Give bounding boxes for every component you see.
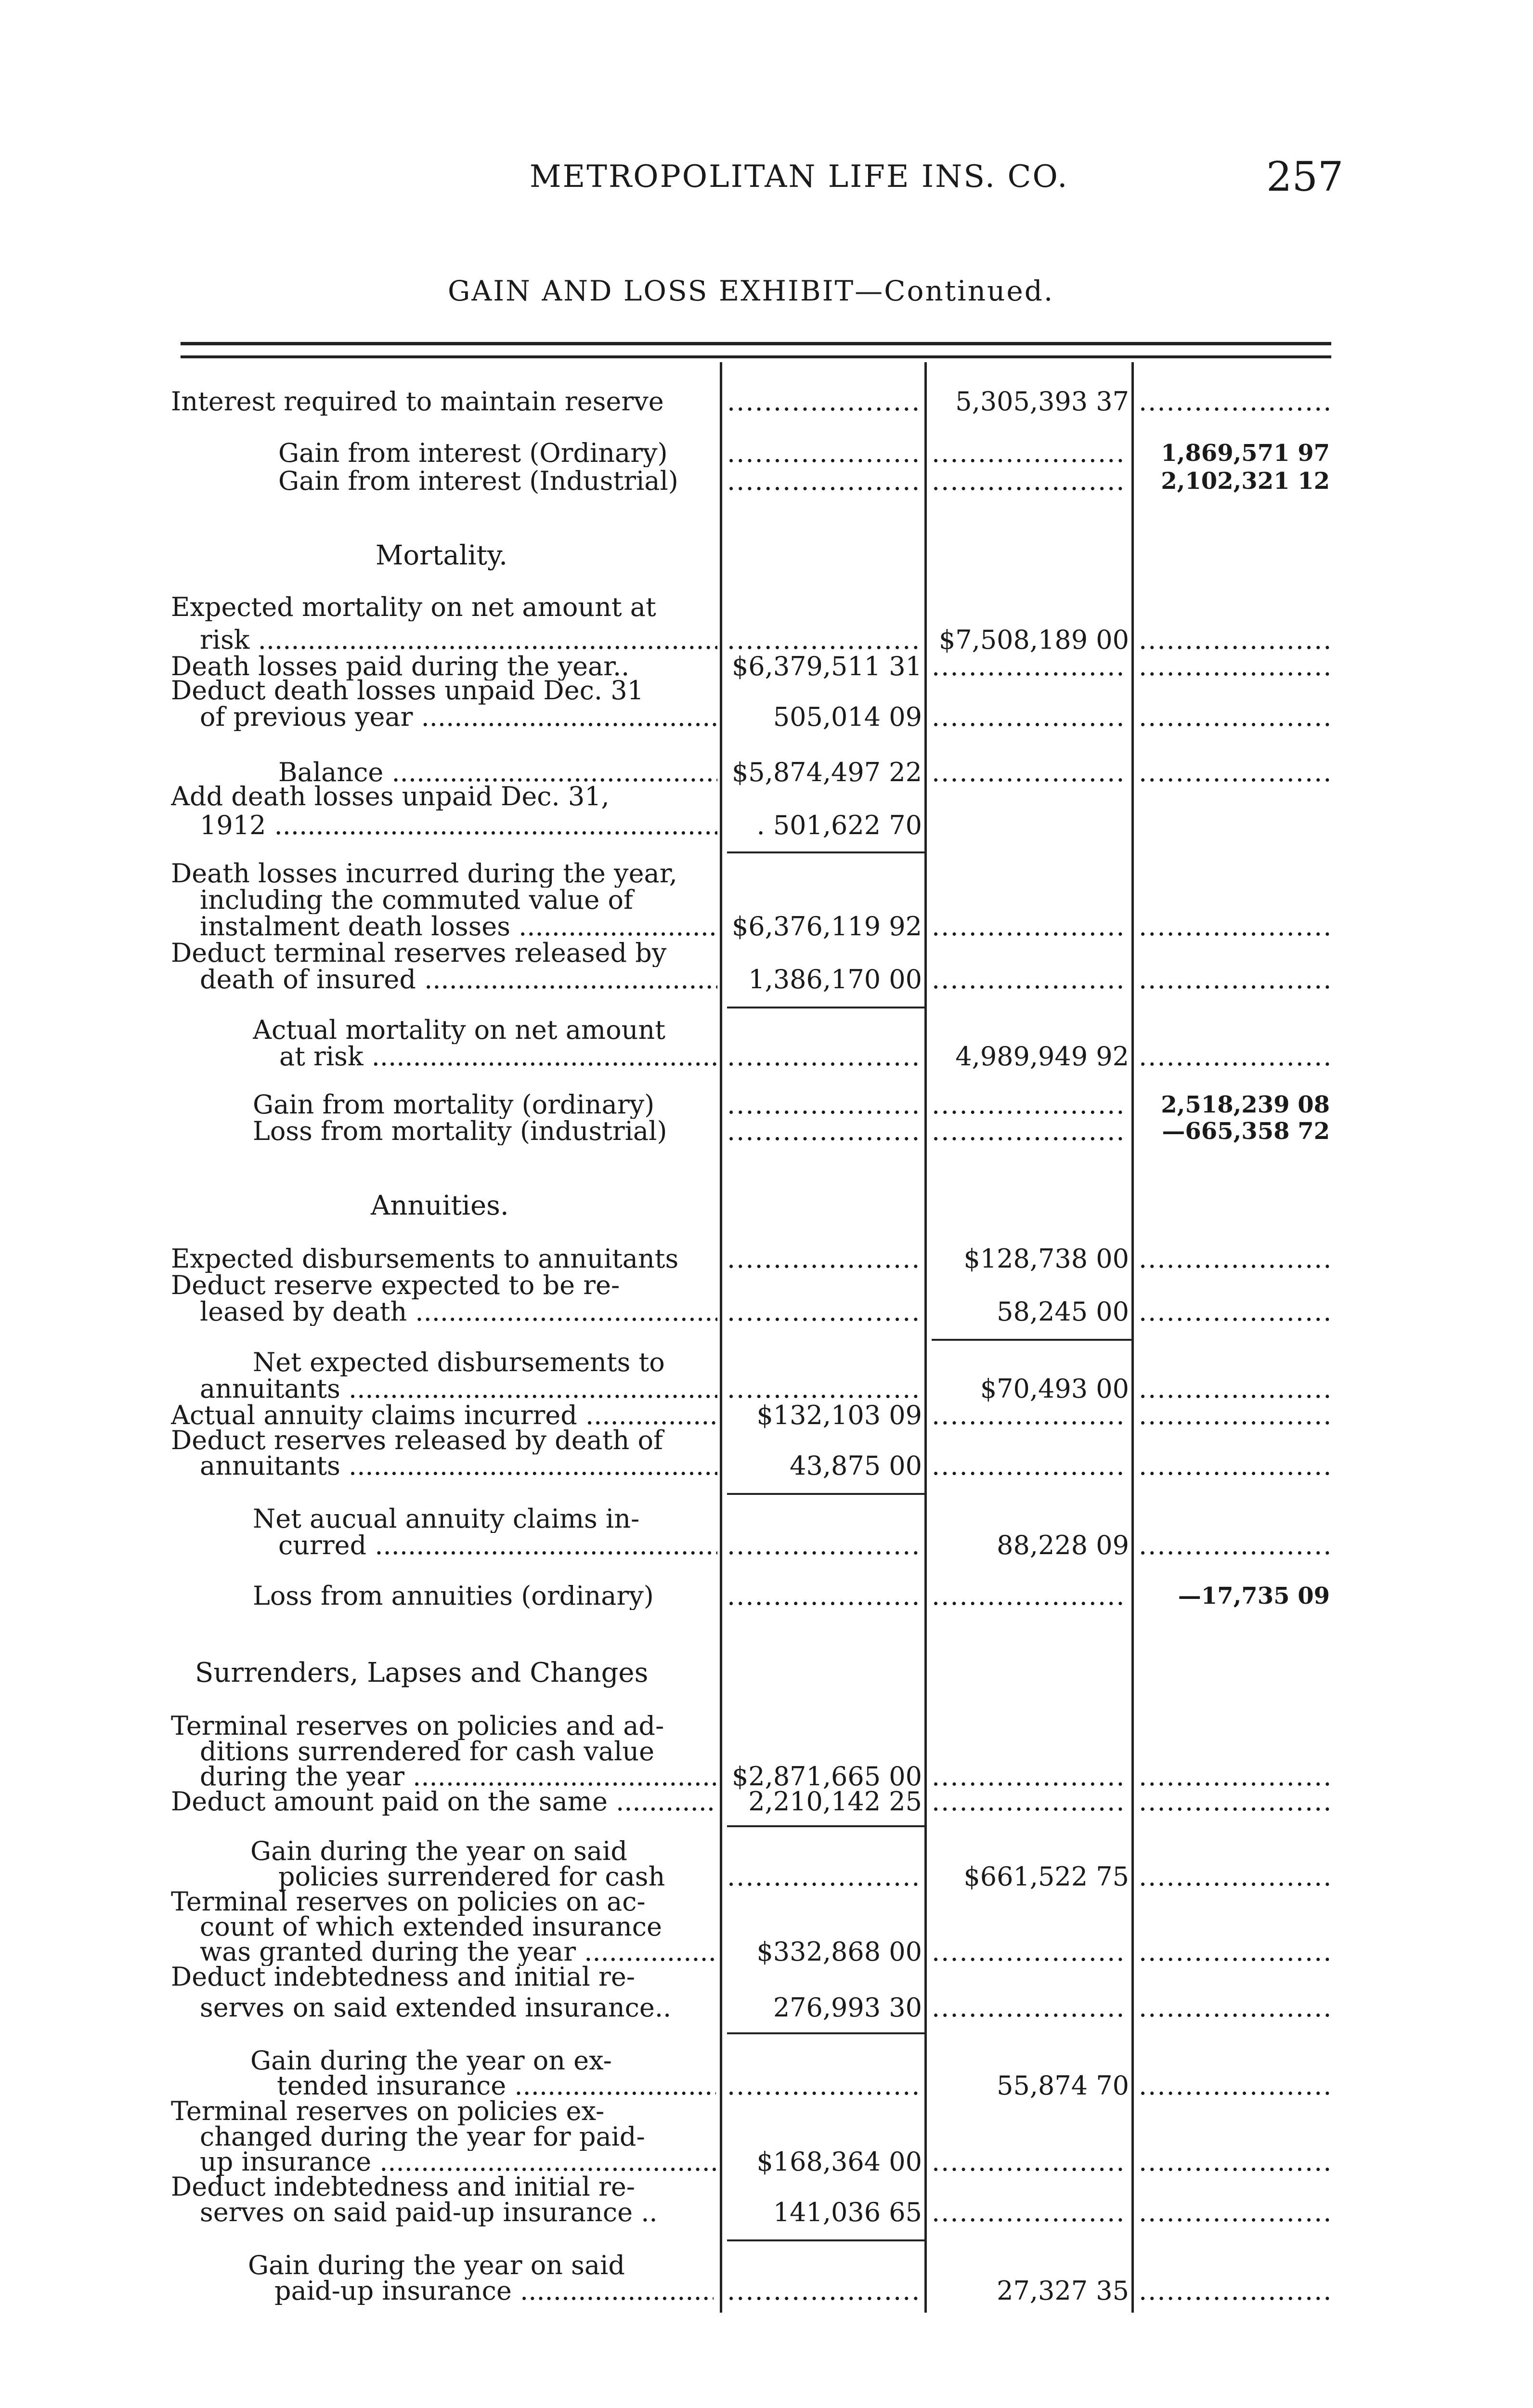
- col3-amount: —17,735 09: [1178, 1583, 1330, 1610]
- table-row: [0, 703, 1533, 731]
- row-label: of previous year .....: [200, 703, 717, 731]
- col1-amount: $6,376,119 92: [731, 911, 922, 942]
- table-row: [0, 677, 1533, 705]
- leader-dots: [1139, 2277, 1334, 2305]
- leader-dots: [932, 966, 1127, 994]
- table-row: [0, 2097, 1533, 2125]
- row-label: Deduct death losses unpaid Dec. 31: [171, 677, 644, 705]
- col1-amount: $2,871,665 00: [731, 1761, 922, 1792]
- row-label: Terminal reserves on policies and ad-: [171, 1712, 664, 1740]
- leader-dots: [932, 467, 1127, 495]
- page-number: 257: [1266, 153, 1344, 200]
- col3-amount: 1,869,571 97: [1161, 440, 1330, 467]
- row-label: during the year .....: [200, 1763, 717, 1791]
- table-row: [0, 1091, 1533, 1119]
- col2-amount: 55,874 70: [997, 2070, 1129, 2101]
- leader-dots: [727, 1582, 920, 1610]
- row-label: Deduct reserves released by death of: [171, 1426, 663, 1454]
- subtotal-rule: [727, 1493, 924, 1495]
- col2-amount: $70,493 00: [980, 1374, 1129, 1404]
- table-row: [0, 1963, 1533, 1991]
- row-label: policies surrendered for cash: [278, 1863, 665, 1891]
- table-row: [0, 939, 1533, 967]
- row-label: up insurance .....: [200, 2148, 717, 2176]
- leader-dots: [727, 1375, 920, 1403]
- row-label: Death losses paid during the year..: [171, 653, 630, 681]
- row-label: Death losses incurred during the year,: [171, 860, 677, 888]
- table-row: [0, 1375, 1533, 1403]
- col3-amount: 2,518,239 08: [1161, 1091, 1330, 1118]
- table-row: [0, 811, 1533, 839]
- table-row: [0, 1426, 1533, 1454]
- table-row: [0, 2251, 1533, 2279]
- row-label: instalment death losses .....: [200, 913, 717, 941]
- leader-dots: [1139, 1763, 1334, 1791]
- subtotal-rule: [727, 1825, 924, 1827]
- leader-dots: [727, 467, 920, 495]
- row-label: including the commuted value of: [200, 886, 633, 914]
- leader-dots: [932, 1938, 1127, 1966]
- leader-dots: [727, 2277, 920, 2305]
- row-label: Terminal reserves on policies ex-: [171, 2097, 605, 2125]
- table-row: [0, 886, 1533, 914]
- table-row: [0, 913, 1533, 941]
- table-row: [0, 860, 1533, 888]
- row-label: changed during the year for paid-: [200, 2123, 645, 2151]
- leader-dots: [932, 1763, 1127, 1791]
- leader-dots: [727, 1117, 920, 1145]
- leader-dots: [932, 1091, 1127, 1119]
- table-row: [0, 1788, 1533, 1816]
- section-heading-mortality: [0, 542, 1533, 570]
- row-label: serves on said paid-up insurance ..: [200, 2199, 658, 2226]
- leader-dots: [932, 1582, 1127, 1610]
- leader-dots: [932, 703, 1127, 731]
- leader-dots: [1139, 1994, 1334, 2022]
- col2-amount: 27,327 35: [997, 2276, 1129, 2306]
- col1-amount: 1,386,170 00: [748, 964, 922, 995]
- leader-dots: [1139, 913, 1334, 941]
- col1-amount: 141,036 65: [773, 2197, 922, 2227]
- table-row: [0, 1938, 1533, 1966]
- leader-dots: [932, 1401, 1127, 1429]
- table-row: [0, 1505, 1533, 1533]
- table-row: [0, 388, 1533, 416]
- row-label: Deduct indebtedness and initial re-: [171, 2173, 636, 2201]
- table-row: [0, 593, 1533, 621]
- table-row: [0, 2199, 1533, 2226]
- row-label: at risk .....: [279, 1043, 718, 1071]
- table-row: [0, 1837, 1533, 1865]
- section-heading-surrenders: [0, 1659, 1533, 1687]
- col1-amount: $332,868 00: [756, 1937, 922, 1967]
- col1-amount: 2,210,142 25: [748, 1786, 922, 1817]
- leader-dots: [727, 1245, 920, 1273]
- col1-amount: 43,875 00: [790, 1451, 922, 1481]
- row-label: death of insured .....: [200, 966, 717, 994]
- subtotal-rule: [932, 1339, 1131, 1341]
- leader-dots: [932, 2199, 1127, 2226]
- section-heading-annuities: [0, 1192, 1533, 1220]
- leader-dots: [1139, 2199, 1334, 2226]
- col2-amount: $128,738 00: [963, 1243, 1129, 1274]
- table-row: [0, 1271, 1533, 1299]
- table-row: [0, 626, 1533, 654]
- col2-amount: 5,305,393 37: [955, 386, 1129, 417]
- leader-dots: [1139, 388, 1334, 416]
- table-row: [0, 467, 1533, 495]
- leader-dots: [1139, 2148, 1334, 2176]
- table-row: [0, 1245, 1533, 1273]
- table-row: [0, 1531, 1533, 1559]
- leader-dots: [932, 1452, 1127, 1480]
- table-row: [0, 1452, 1533, 1480]
- leader-dots: [1139, 1788, 1334, 1816]
- col1-amount: 505,014 09: [773, 702, 922, 732]
- table-row: [0, 1888, 1533, 1916]
- row-label: annuitants .....: [200, 1375, 717, 1403]
- table-row: [0, 2148, 1533, 2176]
- row-label: Gain from interest (Ordinary): [278, 439, 668, 467]
- table-row: [0, 1863, 1533, 1891]
- leader-dots: [1139, 1531, 1334, 1559]
- leader-dots: [1139, 703, 1334, 731]
- row-label: Balance .....: [278, 759, 717, 786]
- leader-dots: [1139, 2072, 1334, 2100]
- table-row: [0, 1298, 1533, 1326]
- row-label: Gain from interest (Industrial): [278, 467, 678, 495]
- row-label: Add death losses unpaid Dec. 31,: [171, 783, 610, 811]
- leader-dots: [727, 1091, 920, 1119]
- subtotal-rule: [727, 1007, 924, 1008]
- table-row: [0, 1016, 1533, 1044]
- row-label: count of which extended insurance: [200, 1913, 662, 1941]
- leader-dots: [932, 439, 1127, 467]
- table-row: [0, 966, 1533, 994]
- table-row: [0, 439, 1533, 467]
- row-label: Deduct terminal reserves released by: [171, 939, 667, 967]
- row-label: Deduct indebtedness and initial re-: [171, 1963, 636, 1991]
- subtotal-rule: [727, 851, 924, 853]
- leader-dots: [932, 1788, 1127, 1816]
- leader-dots: [727, 1043, 920, 1071]
- leader-dots: [1139, 1298, 1334, 1326]
- table-row: [0, 1712, 1533, 1740]
- row-label: Actual annuity claims incurred .....: [171, 1401, 717, 1429]
- leader-dots: [932, 2148, 1127, 2176]
- row-label: risk .....: [200, 626, 717, 654]
- col3-amount: —665,358 72: [1162, 1118, 1330, 1145]
- row-label: Terminal reserves on policies on ac-: [171, 1888, 646, 1916]
- page-header: [0, 153, 1533, 212]
- leader-dots: [932, 1994, 1127, 2022]
- col2-amount: 58,245 00: [997, 1296, 1129, 1327]
- table-row: [0, 1043, 1533, 1071]
- leader-dots: [932, 1117, 1127, 1145]
- leader-dots: [727, 626, 920, 654]
- top-rule-double: [181, 355, 1331, 358]
- row-label: Expected disbursements to annuitants: [171, 1245, 679, 1273]
- leader-dots: [727, 1531, 920, 1559]
- row-label: tended insurance .....: [277, 2072, 716, 2100]
- row-label: Interest required to maintain reserve: [171, 388, 664, 416]
- leader-dots: [1139, 1938, 1334, 1966]
- running-title: METROPOLITAN LIFE INS. CO.: [530, 159, 1069, 195]
- leader-dots: [727, 439, 920, 467]
- col1-amount: $168,364 00: [756, 2146, 922, 2177]
- row-label: Deduct amount paid on the same .....: [171, 1788, 717, 1816]
- leader-dots: [727, 388, 920, 416]
- col2-amount: $7,508,189 00: [938, 625, 1129, 655]
- col1-amount: 276,993 30: [773, 1992, 922, 2023]
- leader-dots: [1139, 1245, 1334, 1273]
- row-label: Actual mortality on net amount: [253, 1016, 665, 1044]
- table-row: [0, 1582, 1533, 1610]
- leader-dots: [1139, 626, 1334, 654]
- section-title: Mortality.: [376, 540, 508, 571]
- col3-amount: 2,102,321 12: [1161, 468, 1330, 495]
- row-label: annuitants .....: [200, 1452, 717, 1480]
- leader-dots: [932, 913, 1127, 941]
- table-row: [0, 783, 1533, 811]
- row-label: Loss from annuities (ordinary): [253, 1582, 654, 1610]
- leader-dots: [1139, 1375, 1334, 1403]
- col2-amount: $661,522 75: [963, 1861, 1129, 1892]
- row-label: paid-up insurance .....: [274, 2277, 714, 2305]
- table-row: [0, 2277, 1533, 2305]
- row-label: Deduct reserve expected to be re-: [171, 1271, 620, 1299]
- leader-dots: [727, 1298, 920, 1326]
- row-label: Gain during the year on said: [248, 2251, 625, 2279]
- row-label: curred .....: [278, 1531, 717, 1559]
- leader-dots: [727, 1863, 920, 1891]
- table-row: [0, 1117, 1533, 1145]
- row-label: Net aucual annuity claims in-: [253, 1505, 640, 1533]
- col1-amount: $5,874,497 22: [731, 757, 922, 787]
- row-label: Net expected disbursements to: [253, 1348, 665, 1376]
- col1-amount: . 501,622 70: [756, 810, 922, 840]
- table-row: [0, 2072, 1533, 2100]
- section-title: Annuities.: [371, 1190, 509, 1221]
- top-rule: [181, 342, 1331, 345]
- row-label: leased by death .....: [200, 1298, 717, 1326]
- subtotal-rule: [727, 2239, 924, 2241]
- table-row: [0, 1994, 1533, 2022]
- row-label: Gain during the year on ex-: [250, 2047, 612, 2075]
- col1-amount: $6,379,511 31: [731, 651, 922, 681]
- leader-dots: [1139, 966, 1334, 994]
- row-label: serves on said extended insurance..: [200, 1994, 672, 2022]
- col2-amount: 4,989,949 92: [955, 1041, 1129, 1072]
- table-row: [0, 1348, 1533, 1376]
- row-label: Gain during the year on said: [250, 1837, 627, 1865]
- leader-dots: [1139, 1401, 1334, 1429]
- leader-dots: [1139, 1452, 1334, 1480]
- row-label: was granted during the year .....: [200, 1938, 717, 1966]
- leader-dots: [1139, 1043, 1334, 1071]
- row-label: Gain from mortality (ordinary): [253, 1091, 655, 1119]
- section-title: Surrenders, Lapses and Changes: [195, 1657, 649, 1688]
- leader-dots: [727, 2072, 920, 2100]
- subtotal-rule: [727, 2032, 924, 2034]
- col1-amount: $132,103 09: [756, 1400, 922, 1430]
- col2-amount: 88,228 09: [997, 1530, 1129, 1560]
- table-row: [0, 1401, 1533, 1429]
- row-label: Expected mortality on net amount at: [171, 593, 656, 621]
- table-row: [0, 2047, 1533, 2075]
- row-label: ditions surrendered for cash value: [200, 1738, 655, 1766]
- table-row: [0, 2173, 1533, 2201]
- row-label: Loss from mortality (industrial): [253, 1117, 667, 1145]
- exhibit-title: GAIN AND LOSS EXHIBIT—Continued.: [448, 275, 1054, 307]
- leader-dots: [1139, 1863, 1334, 1891]
- row-label: 1912 .....: [200, 811, 717, 839]
